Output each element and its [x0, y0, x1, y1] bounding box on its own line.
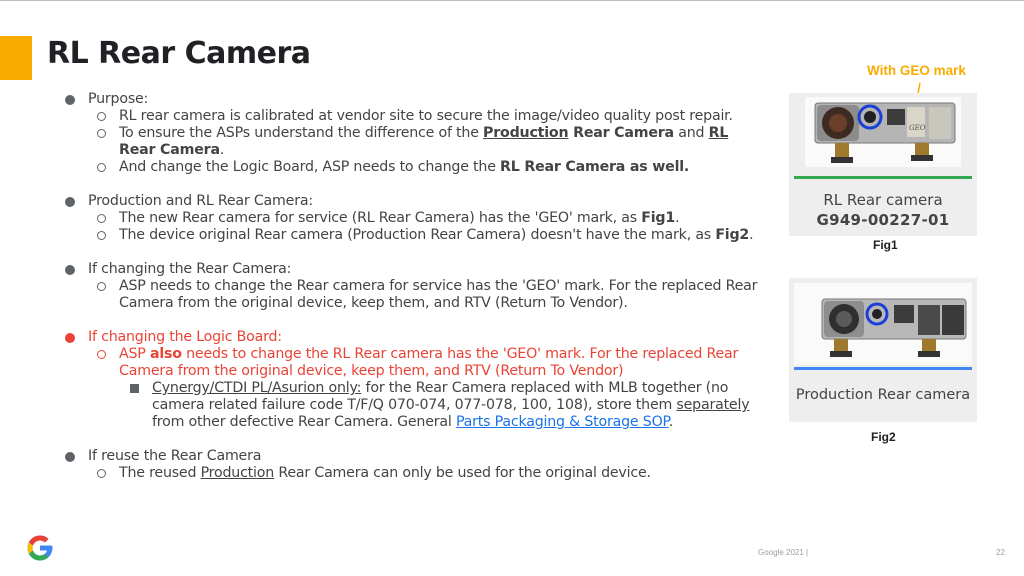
- fig2-caption: Production Rear camera: [795, 387, 971, 403]
- text-run: Rear Camera: [119, 142, 220, 158]
- text-run: from other defective Rear Camera. General: [152, 414, 456, 430]
- text-run: Production: [200, 465, 275, 481]
- bullet-production: [62, 193, 762, 210]
- bullet-production-text: Production and RL Rear Camera:: [88, 193, 313, 209]
- geo-mark-label: With GEO mark: [867, 63, 966, 78]
- text-run: also: [149, 346, 182, 362]
- text-run: RL: [708, 125, 729, 141]
- fig1-divider: [794, 176, 972, 179]
- bullet-changing-rear-camera: [62, 261, 762, 278]
- text-run: Fig2: [715, 227, 750, 243]
- text-run: The new Rear camera for service (RL Rear Camera) has the 'GEO' mark, as: [119, 210, 642, 226]
- text-run: and: [673, 125, 709, 141]
- slide-title: RL Rear Camera: [47, 36, 311, 71]
- text-run: ASP: [119, 346, 150, 362]
- fig2-label: Fig2: [871, 430, 896, 444]
- bullet-purpose: [62, 91, 762, 108]
- bullet-logic-text: If changing the Logic Board:: [88, 329, 282, 345]
- text-run: .: [219, 142, 225, 158]
- fig2-divider: [794, 367, 972, 370]
- fig1-label: Fig1: [873, 238, 898, 252]
- sub-bullet: [62, 227, 762, 244]
- text-run: .: [668, 414, 673, 430]
- sub-bullet: [62, 125, 762, 159]
- fig1-part-number: G949-00227-01: [816, 211, 950, 229]
- geo-photo-text: GEO: [909, 124, 926, 132]
- bullet-content: [62, 91, 762, 482]
- sub-bullet: [62, 159, 762, 176]
- production-rear-camera-photo: [794, 283, 972, 365]
- bullet-rear-text: If changing the Rear Camera:: [88, 261, 292, 277]
- fig1-panel: [789, 93, 977, 236]
- text-run: And change the Logic Board, ASP needs to change the: [119, 159, 501, 175]
- text-run: needs to change the RL Rear camera has the 'GEO' mark. For the replaced Rear Camera from the original device, keep them, and RTV (Return To Vendor): [119, 346, 739, 379]
- text-run: Cynergy/CTDI PL/Asurion only:: [152, 380, 362, 396]
- sub-bullet: [62, 108, 762, 125]
- text-run: separately: [676, 397, 750, 413]
- sub-sub-bullet: [62, 380, 762, 431]
- text-run: The device original Rear camera (Production Rear Camera) doesn't have the mark, as: [119, 227, 716, 243]
- text-run: The reused: [119, 465, 201, 481]
- fig1-caption: RL Rear camera: [823, 191, 943, 209]
- sub-bullet-text: ASP needs to change the Rear camera for service has the 'GEO' mark. For the replaced Rear Camera from the original device, keep them, and RTV (Return To Vendor).: [119, 278, 758, 311]
- page-number: 22: [996, 548, 1005, 557]
- parts-packaging-sop-link[interactable]: Parts Packaging & Storage SOP: [455, 414, 669, 430]
- sub-bullet: [62, 465, 762, 482]
- footer-text: Google 2021 |: [758, 548, 809, 557]
- top-divider: [0, 0, 1024, 1]
- text-run: Fig1: [641, 210, 676, 226]
- rl-rear-camera-photo: [805, 97, 961, 167]
- text-run: RL Rear Camera as well.: [500, 159, 690, 175]
- bullet-reuse-rear-camera: [62, 448, 762, 465]
- bullet-changing-logic-board: [62, 329, 762, 346]
- google-logo-icon: [25, 533, 55, 563]
- text-run: Rear Camera: [568, 125, 674, 141]
- text-run: To ensure the ASPs understand the difference of the: [119, 125, 484, 141]
- text-run: .: [675, 210, 680, 226]
- title-accent-bar: [0, 36, 32, 80]
- text-run: Production: [483, 125, 569, 141]
- sub-bullet: [62, 346, 762, 380]
- sub-bullet: [62, 278, 762, 312]
- sub-bullet: [62, 210, 762, 227]
- text-run: Rear Camera can only be used for the original device.: [274, 465, 651, 481]
- text-run: for the Rear Camera replaced with MLB together (no camera related failure code T/F/Q 070-074, 077-078, 100, 108), store them: [152, 380, 729, 413]
- text-run: .: [749, 227, 754, 243]
- bullet-purpose-text: Purpose:: [88, 91, 149, 107]
- fig2-panel: [789, 278, 977, 422]
- sub-bullet-text: RL rear camera is calibrated at vendor site to secure the image/video quality post repair.: [119, 108, 733, 124]
- bullet-reuse-text: If reuse the Rear Camera: [88, 448, 262, 464]
